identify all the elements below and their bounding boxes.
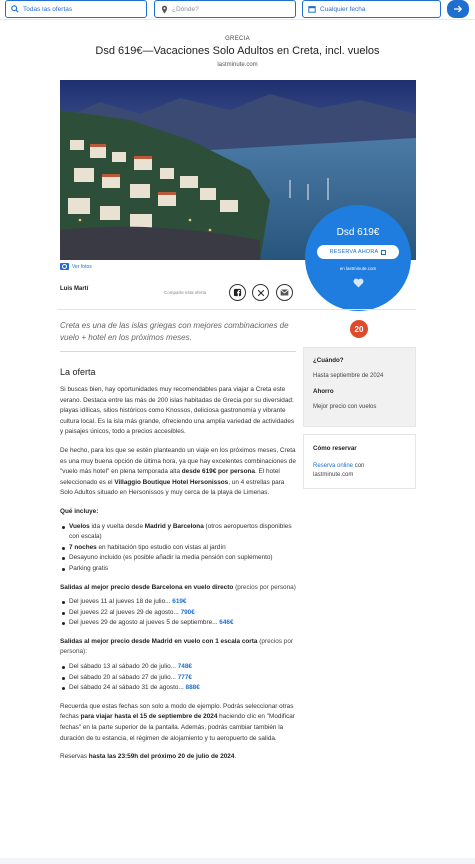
list-item: Desayuno incluido (es posible añadir la media pensión con suplemento)	[60, 553, 296, 564]
when-value: Hasta septiembre de 2024	[313, 373, 384, 379]
external-link-icon	[381, 250, 386, 255]
author-name: Luis Martí	[60, 286, 89, 292]
badge-20: 20	[350, 320, 368, 338]
list-item: Del sábado 24 al sábado 31 de agosto... 888€	[60, 683, 296, 694]
book-now-button[interactable]	[317, 245, 399, 259]
list-item: Del jueves 11 al jueves 18 de julio... 619€	[60, 597, 296, 608]
offer-type-select[interactable]	[5, 0, 147, 18]
list-item: 7 noches en habitación tipo estudio con vistas al jardín	[60, 543, 296, 554]
date-select[interactable]	[302, 0, 441, 18]
lead-divider	[60, 351, 296, 352]
list-item: Parking gratis	[60, 564, 296, 575]
lead-text: Creta es una de las islas griegas con mejores combinaciones de vuelo + hotel en los próximos meses.	[60, 321, 289, 342]
price-link[interactable]: 619€	[172, 598, 187, 606]
booking-provider: en lastminute.com	[339, 266, 377, 271]
price-link[interactable]: 777€	[177, 673, 192, 681]
search-submit-button[interactable]	[447, 0, 469, 18]
paragraph-offer: De hecho, para los que se estén planteando un viaje en los próximos meses, Creta es una muy buena opción de última hora, ya que hay excelentes combinaciones de "vuelo más hotel" en plena temporada alta desde 619€ por persona. El hotel seleccionado es el Villaggio Boutique Hotel Hersonissos, un 4 estrellas para Solo Adultos situado en Hersonissos y muy cerca de la playa de Limenas.	[60, 446, 296, 497]
camera-icon	[60, 263, 69, 270]
savings-value: Mejor precio con vuelos	[313, 404, 377, 410]
price-label: Dsd 619€	[336, 227, 380, 238]
share-label: Comparte esta oferta	[164, 290, 207, 295]
date-value: Cualquier fecha	[320, 5, 366, 13]
offer-type-value: Todas las ofertas	[23, 5, 73, 13]
price-link[interactable]: 790€	[180, 608, 195, 616]
barcelona-dates-list	[60, 597, 296, 629]
price-bubble	[305, 205, 411, 311]
list-item: Del jueves 22 al jueves 29 de agosto... 790€	[60, 608, 296, 619]
madrid-dates-list	[60, 662, 296, 694]
paragraph-deadline: Reservas hasta las 23:59h del próximo 20 de julio de 2024.	[60, 753, 237, 761]
includes-list	[60, 522, 296, 575]
list-item: Del jueves 29 de agosto al jueves 5 de septiembre... 646€	[60, 618, 296, 629]
price-link[interactable]: 646€	[219, 619, 234, 627]
page-title: Dsd 619€—Vacaciones Solo Adultos en Creta, incl. vuelos	[95, 45, 380, 57]
list-item: Vuelos ida y vuelta desde Madrid y Barcelona (otros aeropuertos disponibles con escala)	[60, 522, 296, 543]
arrow-right-icon	[453, 5, 463, 13]
how-to-book-text: Reserva online con lastminute.com	[313, 463, 365, 478]
category-kicker: GRECIA	[225, 36, 250, 42]
section-heading: La oferta	[60, 367, 96, 377]
share-email-button[interactable]	[276, 284, 293, 301]
book-online-link[interactable]: Reserva online	[313, 463, 354, 469]
mail-icon	[280, 289, 289, 296]
view-photos-label: Ver fotos	[72, 263, 92, 270]
x-icon	[257, 289, 265, 297]
paragraph-intro: Si buscas bien, hay oportunidades muy recomendables para viajar a Creta este verano. Destaca entre las más de 200 islas habitadas de Grecia por su diversidad: playas idílicas, sitios históricos como Knossos, deliciosa gastronomía y vibrante cultura local. Es la isla más grande, ofreciendo una amplia variedad de actividades y paisajes únicos, todo a precios accesibles.	[60, 386, 295, 436]
share-facebook-button[interactable]	[229, 284, 246, 301]
destination-placeholder: ¿Dónde?	[172, 5, 199, 13]
when-info-box	[303, 347, 416, 427]
footer-strip	[0, 858, 475, 864]
destination-input[interactable]	[154, 0, 296, 18]
search-bar	[0, 0, 475, 20]
article-body	[60, 366, 296, 771]
list-item: Del sábado 13 al sábado 20 de julio... 748€	[60, 662, 296, 673]
provider-name: lastminute.com	[217, 62, 258, 68]
list-item: Del sábado 20 al sábado 27 de julio... 777€	[60, 673, 296, 684]
when-title: ¿Cuándo?	[313, 357, 344, 364]
heart-icon[interactable]	[353, 278, 364, 288]
calendar-icon	[307, 4, 317, 14]
madrid-heading: Salidas al mejor precio desde Madrid en vuelo con 1 escala corta (precios por persona):	[60, 637, 294, 656]
price-link[interactable]: 888€	[185, 684, 200, 692]
view-photos-link[interactable]	[60, 263, 92, 270]
barcelona-heading: Salidas al mejor precio desde Barcelona en vuelo directo (precios por persona)	[60, 583, 296, 591]
savings-title: Ahorro	[313, 388, 334, 395]
search-icon	[10, 4, 20, 14]
paragraph-dates-note: Recuerda que estas fechas son solo a modo de ejemplo. Podrás seleccionar otras fechas para viajar hasta el 15 de septiembre de 2024 haciendo clic en "Modificar fechas" en la parte superior de la pantalla. Además, podrás cambiar también la duración de tu estancia, el régimen de alojamiento y tu aeropuerto de salida.	[60, 702, 295, 742]
location-pin-icon	[159, 4, 169, 14]
includes-heading: Qué incluye:	[60, 507, 99, 515]
share-x-button[interactable]	[252, 284, 269, 301]
divider	[58, 309, 416, 310]
book-now-label: RESERVA AHORA	[329, 249, 379, 255]
how-to-book-title: Cómo reservar	[313, 445, 357, 452]
price-link[interactable]: 748€	[177, 663, 192, 671]
how-to-book-box	[303, 434, 416, 489]
facebook-icon	[233, 288, 242, 297]
